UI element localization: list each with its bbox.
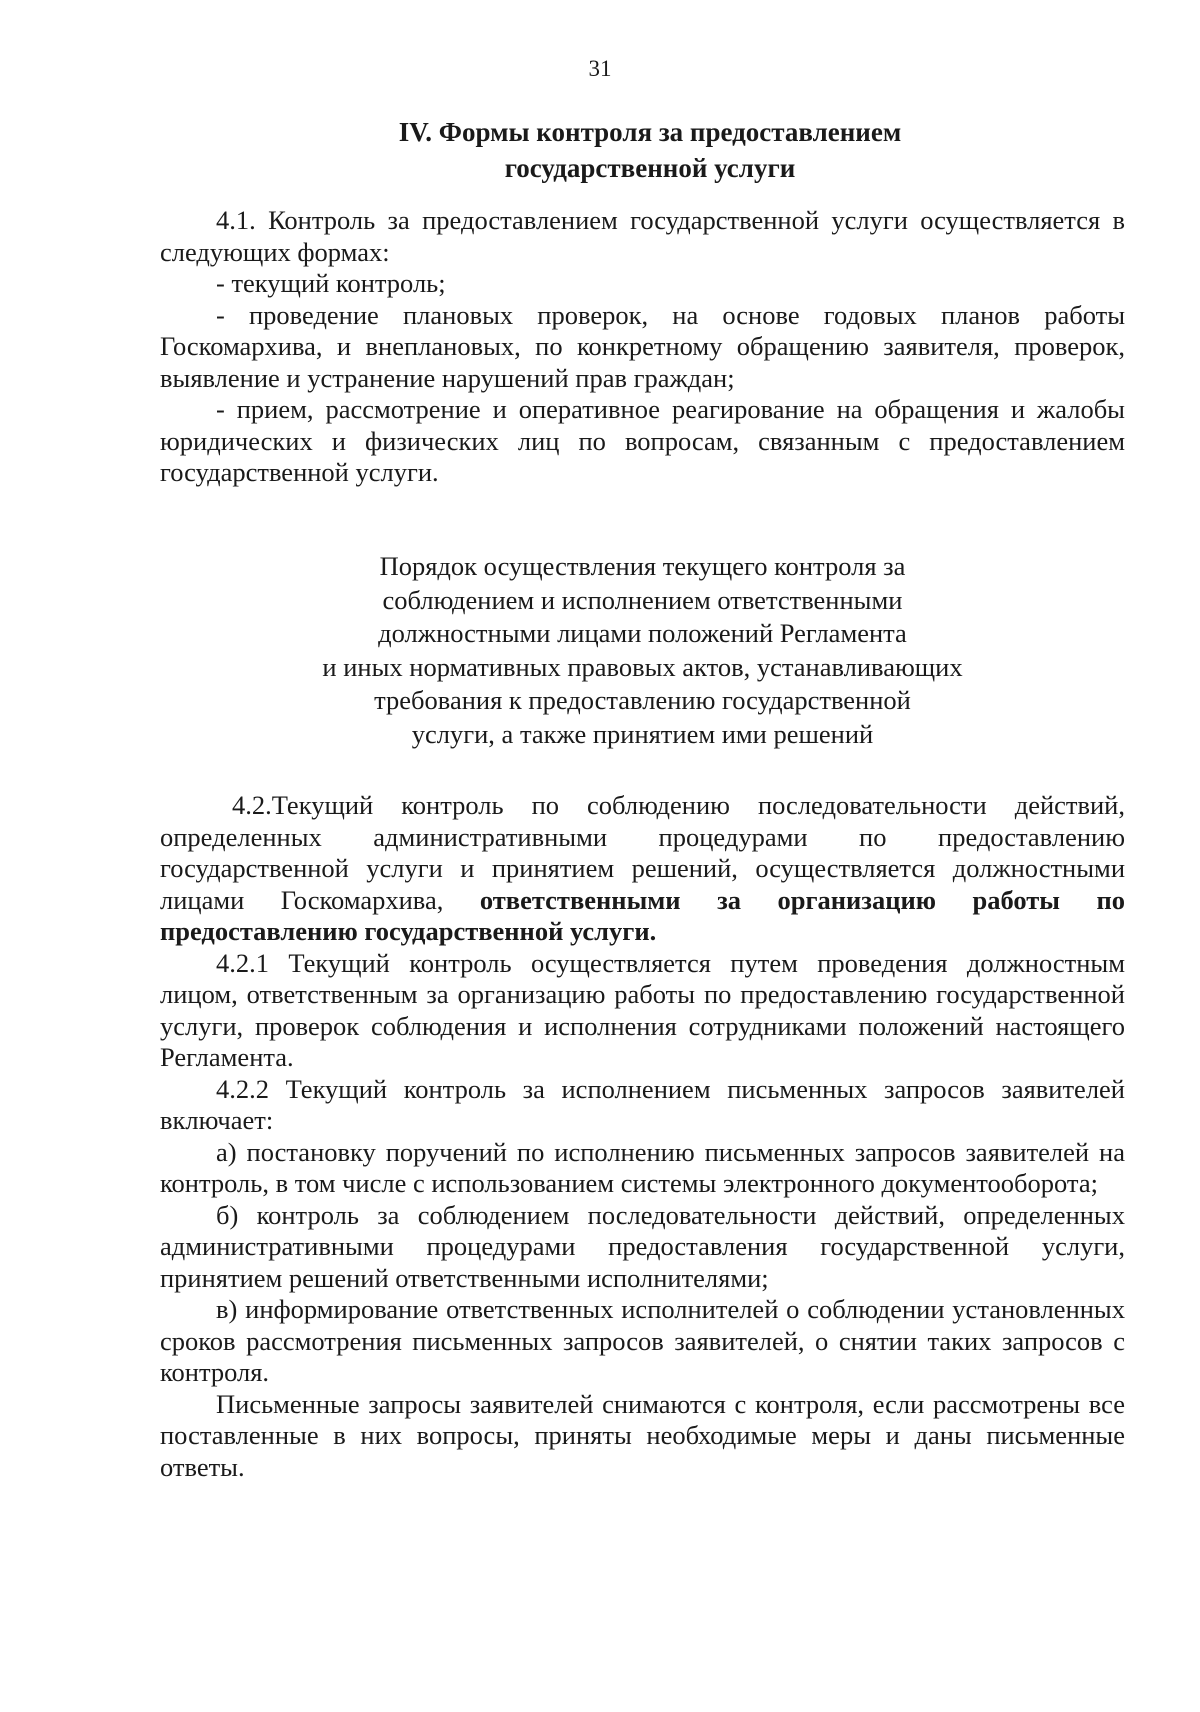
subsection-title-line: соблюдением и исполнением ответственными bbox=[382, 584, 903, 615]
list-item: - проведение плановых проверок, на основе годовых планов работы Госкомархива, и внеплановых, по конкретному обращению заявителя, проверок, выявление и устранение нарушений прав граждан; bbox=[160, 299, 1125, 393]
subsection-title-line: должностными лицами положений Регламента bbox=[378, 618, 907, 648]
list-item: - прием, рассмотрение и оперативное реагирование на обращения и жалобы юридических и физических лиц по вопросам, связанным с предоставлением государственной услуги. bbox=[160, 394, 1125, 487]
paragraph-4-2-bold: ответственными за организацию работы по предоставлению государственной услуги. bbox=[160, 884, 1126, 946]
section-title bbox=[160, 114, 1140, 186]
page-number: 31 bbox=[588, 56, 612, 81]
subsection-title bbox=[160, 550, 1125, 751]
subsection-title-line: услуги, а также принятием ими решений bbox=[411, 718, 874, 749]
subsection-title-line: и иных нормативных правовых актов, устанавливающих bbox=[322, 651, 963, 682]
paragraph-4-2-regular: 4.2.Текущий контроль по соблюдению последовательности действий, определенных административными процедурами по предоставлению государственной услуги и принятием решений, осуществляется должностными лицами Госкомархива, bbox=[160, 790, 1125, 915]
paragraph-4-2-2: 4.2.2 Текущий контроль за исполнением письменных запросов заявителей включает: bbox=[160, 1073, 1125, 1135]
paragraph-closing: Письменные запросы заявителей снимаются с контроля, если рассмотрены все поставленные в них вопросы, приняты необходимые меры и даны письменные ответы. bbox=[160, 1388, 1125, 1482]
subsection-title-line: Порядок осуществления текущего контроля за bbox=[379, 551, 906, 581]
section-4-2 bbox=[160, 790, 1125, 1483]
section-4-1 bbox=[160, 205, 1125, 489]
list-item: б) контроль за соблюдением последовательности действий, определенных административными процедурами предоставления государственной услуги, принятием решений ответственными исполнителями; bbox=[160, 1199, 1125, 1293]
list-item: - текущий контроль; bbox=[216, 268, 446, 298]
paragraph-4-1-intro: 4.1. Контроль за предоставлением государственной услуги осуществляется в следующих формах: bbox=[160, 205, 1125, 267]
paragraph-4-2 bbox=[160, 790, 1125, 948]
subsection-title-line: требования к предоставлению государственной bbox=[374, 685, 911, 715]
list-item: в) информирование ответственных исполнителей о соблюдении установленных сроков рассмотрения письменных запросов заявителей, о снятии таких запросов с контроля. bbox=[160, 1294, 1125, 1387]
section-title-line-1: IV. Формы контроля за предоставлением bbox=[398, 117, 902, 147]
paragraph-4-2-1: 4.2.1 Текущий контроль осуществляется путем проведения должностным лицом, ответственным за организацию работы по предоставлению государственной услуги, проверок соблюдения и исполнения сотрудниками положений настоящего Регламента. bbox=[160, 947, 1125, 1072]
section-title-line-2: государственной услуги bbox=[504, 153, 796, 183]
list-item: а) постановку поручений по исполнению письменных запросов заявителей на контроль, в том числе с использованием системы электронного документооборота; bbox=[160, 1136, 1125, 1198]
